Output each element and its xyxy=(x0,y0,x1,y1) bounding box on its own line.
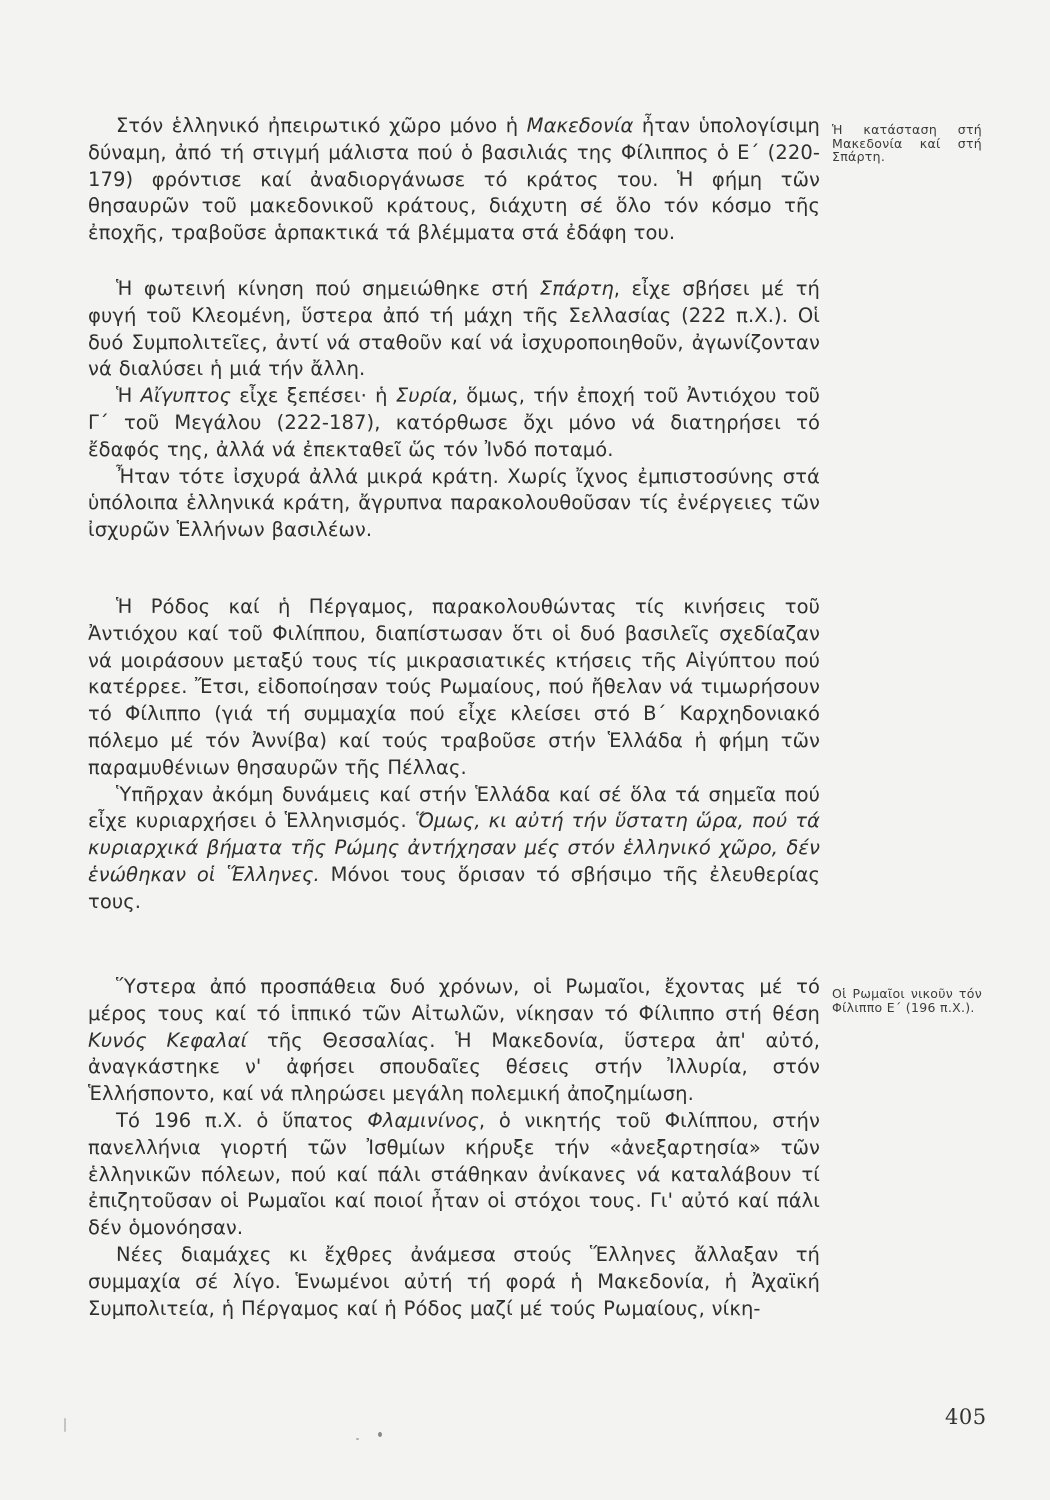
place-name: Μακεδονία xyxy=(526,114,634,137)
paragraph: Ἡ Ρόδος καί ἡ Πέργαμος, παρακολουθώντας τίς κινήσεις τοῦ Ἀντιόχου καί τοῦ Φιλίππου, διαπίστωσαν ὅτι οἱ δυό βασιλεῖς σχεδίαζαν νά μοιράσουν μεταξύ τους τίς μικρασιατικές κτήσεις τῆς Αἰγύπτου πού κατέρρεε. Ἔτσι, εἰδοποίησαν τούς Ρωμαίους, πού ἤθελαν νά τιμωρήσουν τό Φίλιππο (γιά τή συμμαχία πού εἶχε κλείσει στό Β΄ Καρχηδονιακό πόλεμο μέ τόν Ἀννίβα) καί τούς τραβοῦσε στήν Ἑλλάδα ἡ φήμη τῶν παραμυθένιων θησαυρῶν τῆς Πέλλας. xyxy=(88,595,820,779)
text-block-rhodes-pergamon xyxy=(88,594,820,916)
paragraph: Νέες διαμάχες κι ἔχθρες ἀνάμεσα στούς Ἕλληνες ἄλλαξαν τή συμμαχία σέ λίγο. Ἑνωμένοι αὐτή τή φορά ἡ Μακεδονία, ἡ Ἀχαϊκή Συμπολιτεία, ἡ Πέργαμος καί ἡ Ρόδος μαζί μέ τούς Ρωμαίους, νίκη- xyxy=(88,1242,820,1320)
paragraph: Ἦταν τότε ἰσχυρά ἀλλά μικρά κράτη. Χωρίς ἴχνος ἐμπιστοσύνης στά ὑπόλοιπα ἑλληνικά κράτη, ἄγρυπνα παρακολουθοῦσαν τίς ἐνέργειες τῶν ἰσχυρῶν Ἑλλήνων βασιλέων. xyxy=(88,464,820,542)
paragraph: Ἡ φωτεινή κίνηση πού σημειώθηκε στή Σπάρτη, εἶχε σβήσει μέ τή φυγή τοῦ Κλεομένη, ὕστερα ἀπό τή μάχη τῆς Σελλασίας (222 π.Χ.). Οἱ δυό Συμπολιτεῖες, ἀντί νά σταθοῦν καί νά ἰσχυροποιηθοῦν, ἀγωνίζονταν νά διαλύσει ἡ μιά τήν ἄλλη. xyxy=(88,277,821,381)
paragraph: Ὑπῆρχαν ἀκόμη δυνάμεις καί στήν Ἑλλάδα καί σέ ὅλα τά σημεῖα πού εἶχε κυριαρχήσει ὁ Ἑλληνισμός. Ὅμως, κι αὐτή τήν ὕστατη ὥρα, πού τά κυριαρχικά βήματα τῆς Ρώμης ἀντήχησαν μές στόν ἑλληνικό χῶρο, δέν ἑνώθηκαν οἱ Ἕλληνες. Μόνοι τους ὅρισαν τό σβήσιμο τῆς ἐλευθερίας τους. xyxy=(88,782,820,913)
scan-speck xyxy=(356,1438,359,1440)
margin-note-philip: Οἱ Ρωμαῖοι νικοῦν τόν Φίλιππο Ε΄ (196 π.Χ.). xyxy=(832,986,982,1015)
text-block-romans xyxy=(88,974,820,1322)
margin-note-sparta: Ἡ κατάσταση στή Μακεδονία καί στή Σπάρτη. xyxy=(832,122,982,164)
paragraph: Ἡ Αἴγυπτος εἶχε ξεπέσει· ἡ Συρία, ὅμως, τήν ἐποχή τοῦ Ἀντιόχου τοῦ Γ΄ τοῦ Μεγάλου (222-187), κατόρθωσε ὄχι μόνο νά διατηρήσει τό ἔδαφός της, ἀλλά νά ἐπεκταθεῖ ὥς τόν Ἰνδό ποταμό. xyxy=(88,384,820,461)
place-name: Σπάρτη xyxy=(539,277,614,300)
text-block-sparta xyxy=(88,276,820,544)
paragraph: Τό 196 π.Χ. ὁ ὕπατος Φλαμινίνος, ὁ νικητής τοῦ Φιλίππου, στήν πανελλήνια γιορτή τῶν Ἰσθμίων κήρυξε τήν «ἀνεξαρτησία» τῶν ἑλληνικῶν πόλεων, πού καί πάλι στάθηκαν ἀνίκανες νά καταλάβουν τί ἐπιζητοῦσαν οἱ Ρωμαῖοι καί ποιοί ἦταν οἱ στόχοι τους. Γι' αὐτό καί πάλι δέν ὁμονόησαν. xyxy=(88,1108,820,1240)
place-name: Κυνός Κεφαλαί xyxy=(88,1028,248,1052)
emphasized-sentence: Ὅμως, κι αὐτή τήν ὕστατη ὥρα, πού τά κυριαρχικά βήματα τῆς Ρώμης ἀντήχησαν μές στόν ἑλληνικό χῶρο, δέν ἑνώθηκαν οἱ Ἕλληνες. xyxy=(88,809,820,886)
person-name: Φλαμινίνος xyxy=(367,1108,479,1132)
scan-speck xyxy=(378,1432,382,1437)
scan-speck xyxy=(64,1418,66,1432)
paragraph: Ὕστερα ἀπό προσπάθεια δυό χρόνων, οἱ Ρωμαῖοι, ἔχοντας μέ τό μέρος τους καί τό ἱππικό τῶν Αἰτωλῶν, νίκησαν τό Φίλιππο στή θέση Κυνός Κεφαλαί τῆς Θεσσαλίας. Ἡ Μακεδονία, ὕστερα ἀπ' αὐτό, ἀναγκάστηκε ν' ἀφήσει σπουδαῖες θέσεις στήν Ἰλλυρία, στόν Ἑλλήσποντο, καί νά πληρώσει μεγάλη πολεμική ἀποζημίωση. xyxy=(88,975,820,1106)
place-name: Αἴγυπτος xyxy=(140,384,232,408)
place-name: Συρία xyxy=(395,384,452,408)
text-block-macedonia xyxy=(88,113,820,247)
paragraph: Στόν ἑλληνικό ἠπειρωτικό χῶρο μόνο ἡ Μακεδονία ἦταν ὑπολογίσιμη δύναμη, ἀπό τή στιγμή μάλιστα πού ὁ βασιλιάς της Φίλιππος ὁ Ε΄ (220-179) φρόντισε καί ἀναδιοργάνωσε τό κράτος του. Ἡ φήμη τῶν θησαυρῶν τοῦ μακεδονικοῦ κράτους, διάχυτη σέ ὅλο τόν κόσμο τῆς ἐποχῆς, τραβοῦσε ἁρπακτικά τά βλέμματα στά ἐδάφη του. xyxy=(88,114,820,245)
page-number: 405 xyxy=(945,1405,987,1429)
